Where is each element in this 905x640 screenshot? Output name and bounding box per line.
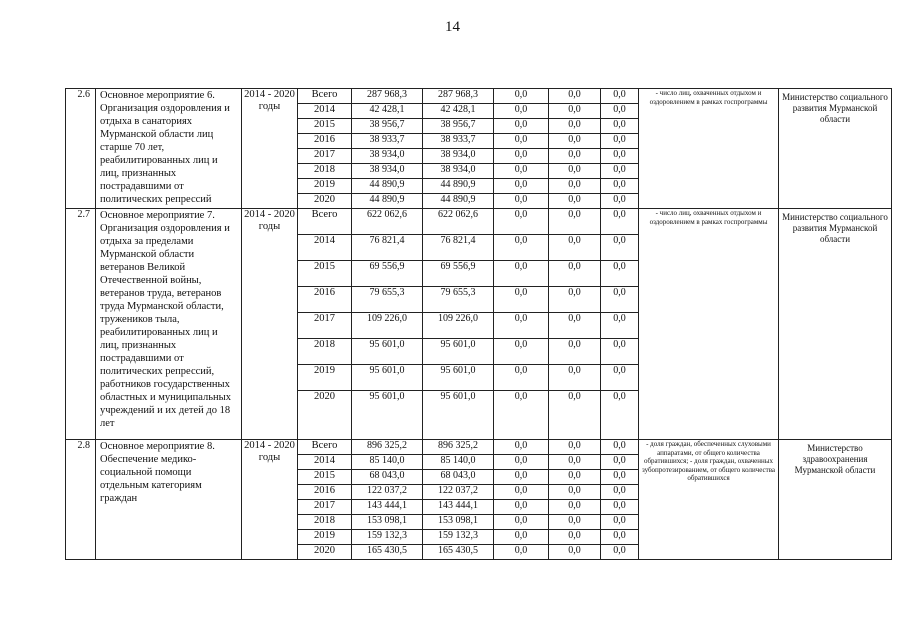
fund-cell: 0,0 bbox=[549, 134, 601, 149]
total-cell: 122 037,2 bbox=[352, 485, 423, 500]
table-row bbox=[66, 89, 892, 104]
regional-cell: 896 325,2 bbox=[423, 440, 494, 455]
total-cell: 159 132,3 bbox=[352, 530, 423, 545]
fund-cell: 0,0 bbox=[549, 365, 601, 391]
section-number: 2.6 bbox=[66, 89, 96, 209]
year-cell: 2017 bbox=[298, 149, 352, 164]
total-cell: 287 968,3 bbox=[352, 89, 423, 104]
fund-cell: 0,0 bbox=[549, 455, 601, 470]
total-cell: 165 430,5 bbox=[352, 545, 423, 560]
fund-cell: 0,0 bbox=[494, 235, 549, 261]
fund-cell: 0,0 bbox=[494, 194, 549, 209]
fund-cell: 0,0 bbox=[549, 179, 601, 194]
fund-cell: 0,0 bbox=[494, 287, 549, 313]
fund-cell: 0,0 bbox=[601, 313, 639, 339]
period: 2014 - 2020 годы bbox=[242, 89, 298, 209]
fund-cell: 0,0 bbox=[601, 149, 639, 164]
year-cell: 2019 bbox=[298, 365, 352, 391]
fund-cell: 0,0 bbox=[601, 164, 639, 179]
regional-cell: 68 043,0 bbox=[423, 470, 494, 485]
total-cell: 896 325,2 bbox=[352, 440, 423, 455]
fund-cell: 0,0 bbox=[601, 104, 639, 119]
regional-cell: 79 655,3 bbox=[423, 287, 494, 313]
indicator: - число лиц, охваченных отдыхом и оздоровлением в рамках госпрограммы bbox=[639, 209, 779, 440]
fund-cell: 0,0 bbox=[601, 194, 639, 209]
total-cell: 76 821,4 bbox=[352, 235, 423, 261]
fund-cell: 0,0 bbox=[549, 530, 601, 545]
year-cell: 2014 bbox=[298, 455, 352, 470]
fund-cell: 0,0 bbox=[549, 545, 601, 560]
year-cell: 2015 bbox=[298, 470, 352, 485]
fund-cell: 0,0 bbox=[494, 500, 549, 515]
fund-cell: 0,0 bbox=[601, 179, 639, 194]
fund-cell: 0,0 bbox=[549, 339, 601, 365]
fund-cell: 0,0 bbox=[494, 89, 549, 104]
year-cell: 2016 bbox=[298, 134, 352, 149]
year-cell: Всего bbox=[298, 440, 352, 455]
year-cell: 2020 bbox=[298, 391, 352, 440]
fund-cell: 0,0 bbox=[494, 164, 549, 179]
fund-cell: 0,0 bbox=[549, 313, 601, 339]
total-cell: 44 890,9 bbox=[352, 194, 423, 209]
fund-cell: 0,0 bbox=[549, 235, 601, 261]
regional-cell: 109 226,0 bbox=[423, 313, 494, 339]
section-number: 2.8 bbox=[66, 440, 96, 560]
regional-cell: 76 821,4 bbox=[423, 235, 494, 261]
year-cell: 2014 bbox=[298, 104, 352, 119]
indicator: - число лиц, охваченных отдыхом и оздоровлением в рамках госпрограммы bbox=[639, 89, 779, 209]
year-cell: 2015 bbox=[298, 119, 352, 134]
section-number: 2.7 bbox=[66, 209, 96, 440]
fund-cell: 0,0 bbox=[601, 530, 639, 545]
fund-cell: 0,0 bbox=[601, 235, 639, 261]
total-cell: 153 098,1 bbox=[352, 515, 423, 530]
fund-cell: 0,0 bbox=[601, 89, 639, 104]
indicator: - доля граждан, обеспеченных слуховыми аппаратами, от общего количества обратившихся; - доля граждан, охваченных зубопротезированием, от общего количества обратившихся bbox=[639, 440, 779, 560]
fund-cell: 0,0 bbox=[494, 149, 549, 164]
fund-cell: 0,0 bbox=[494, 440, 549, 455]
regional-cell: 165 430,5 bbox=[423, 545, 494, 560]
total-cell: 622 062,6 bbox=[352, 209, 423, 235]
regional-cell: 42 428,1 bbox=[423, 104, 494, 119]
fund-cell: 0,0 bbox=[494, 104, 549, 119]
regional-cell: 95 601,0 bbox=[423, 365, 494, 391]
fund-cell: 0,0 bbox=[494, 119, 549, 134]
fund-cell: 0,0 bbox=[549, 209, 601, 235]
fund-cell: 0,0 bbox=[549, 500, 601, 515]
fund-cell: 0,0 bbox=[601, 391, 639, 440]
fund-cell: 0,0 bbox=[601, 134, 639, 149]
fund-cell: 0,0 bbox=[494, 365, 549, 391]
total-cell: 109 226,0 bbox=[352, 313, 423, 339]
regional-cell: 38 934,0 bbox=[423, 149, 494, 164]
regional-cell: 622 062,6 bbox=[423, 209, 494, 235]
regional-cell: 44 890,9 bbox=[423, 179, 494, 194]
fund-cell: 0,0 bbox=[494, 470, 549, 485]
total-cell: 95 601,0 bbox=[352, 339, 423, 365]
fund-cell: 0,0 bbox=[549, 194, 601, 209]
year-cell: 2020 bbox=[298, 194, 352, 209]
regional-cell: 287 968,3 bbox=[423, 89, 494, 104]
total-cell: 38 933,7 bbox=[352, 134, 423, 149]
year-cell: 2020 bbox=[298, 545, 352, 560]
fund-cell: 0,0 bbox=[494, 261, 549, 287]
regional-cell: 44 890,9 bbox=[423, 194, 494, 209]
regional-cell: 38 933,7 bbox=[423, 134, 494, 149]
fund-cell: 0,0 bbox=[601, 455, 639, 470]
year-cell: 2017 bbox=[298, 500, 352, 515]
regional-cell: 95 601,0 bbox=[423, 391, 494, 440]
event-name: Основное мероприятие 8. Обеспечение медико-социальной помощи отдельным категориям граждан bbox=[96, 440, 242, 560]
regional-cell: 85 140,0 bbox=[423, 455, 494, 470]
regional-cell: 159 132,3 bbox=[423, 530, 494, 545]
fund-cell: 0,0 bbox=[549, 89, 601, 104]
fund-cell: 0,0 bbox=[494, 545, 549, 560]
total-cell: 38 934,0 bbox=[352, 164, 423, 179]
fund-cell: 0,0 bbox=[549, 440, 601, 455]
fund-cell: 0,0 bbox=[601, 440, 639, 455]
regional-cell: 95 601,0 bbox=[423, 339, 494, 365]
fund-cell: 0,0 bbox=[601, 261, 639, 287]
event-name: Основное мероприятие 6. Организация оздоровления и отдыха в санаториях Мурманской области лиц старше 70 лет, реабилитированных лиц и лиц, признанных пострадавшими от политических репрессий bbox=[96, 89, 242, 209]
fund-cell: 0,0 bbox=[601, 209, 639, 235]
fund-cell: 0,0 bbox=[494, 313, 549, 339]
year-cell: 2018 bbox=[298, 339, 352, 365]
year-cell: 2018 bbox=[298, 164, 352, 179]
period: 2014 - 2020 годы bbox=[242, 440, 298, 560]
responsible-executor: Министерство здравоохранения Мурманской области bbox=[779, 440, 892, 560]
total-cell: 143 444,1 bbox=[352, 500, 423, 515]
regional-cell: 122 037,2 bbox=[423, 485, 494, 500]
fund-cell: 0,0 bbox=[601, 470, 639, 485]
total-cell: 38 934,0 bbox=[352, 149, 423, 164]
fund-cell: 0,0 bbox=[601, 339, 639, 365]
fund-cell: 0,0 bbox=[601, 515, 639, 530]
fund-cell: 0,0 bbox=[601, 500, 639, 515]
total-cell: 79 655,3 bbox=[352, 287, 423, 313]
fund-cell: 0,0 bbox=[549, 261, 601, 287]
regional-cell: 143 444,1 bbox=[423, 500, 494, 515]
fund-cell: 0,0 bbox=[601, 365, 639, 391]
fund-cell: 0,0 bbox=[549, 104, 601, 119]
fund-cell: 0,0 bbox=[494, 515, 549, 530]
year-cell: 2019 bbox=[298, 530, 352, 545]
year-cell: 2014 bbox=[298, 235, 352, 261]
year-cell: 2015 bbox=[298, 261, 352, 287]
fund-cell: 0,0 bbox=[549, 485, 601, 500]
fund-cell: 0,0 bbox=[549, 164, 601, 179]
program-table bbox=[65, 88, 892, 560]
fund-cell: 0,0 bbox=[601, 485, 639, 500]
table-row bbox=[66, 440, 892, 455]
fund-cell: 0,0 bbox=[494, 530, 549, 545]
total-cell: 95 601,0 bbox=[352, 365, 423, 391]
fund-cell: 0,0 bbox=[549, 391, 601, 440]
fund-cell: 0,0 bbox=[601, 119, 639, 134]
total-cell: 68 043,0 bbox=[352, 470, 423, 485]
total-cell: 42 428,1 bbox=[352, 104, 423, 119]
responsible-executor: Министерство социального развития Мурманской области bbox=[779, 89, 892, 209]
fund-cell: 0,0 bbox=[549, 287, 601, 313]
table-row bbox=[66, 209, 892, 235]
fund-cell: 0,0 bbox=[549, 119, 601, 134]
regional-cell: 153 098,1 bbox=[423, 515, 494, 530]
regional-cell: 38 934,0 bbox=[423, 164, 494, 179]
year-cell: Всего bbox=[298, 89, 352, 104]
responsible-executor: Министерство социального развития Мурманской области bbox=[779, 209, 892, 440]
event-name: Основное мероприятие 7. Организация оздоровления и отдыха за пределами Мурманской области ветеранов Великой Отечественной войны, ветеранов труда, ветеранов труда Мурманской области, тружеников тыла, реабилитированных лиц и лиц, признанных пострадавшими от политических репрессий, работников государственных областных и муниципальных учреждений и их детей до 18 лет bbox=[96, 209, 242, 440]
year-cell: 2016 bbox=[298, 287, 352, 313]
fund-cell: 0,0 bbox=[494, 391, 549, 440]
year-cell: 2017 bbox=[298, 313, 352, 339]
total-cell: 85 140,0 bbox=[352, 455, 423, 470]
year-cell: 2016 bbox=[298, 485, 352, 500]
regional-cell: 69 556,9 bbox=[423, 261, 494, 287]
fund-cell: 0,0 bbox=[494, 485, 549, 500]
fund-cell: 0,0 bbox=[601, 287, 639, 313]
total-cell: 44 890,9 bbox=[352, 179, 423, 194]
fund-cell: 0,0 bbox=[494, 209, 549, 235]
fund-cell: 0,0 bbox=[601, 545, 639, 560]
year-cell: 2019 bbox=[298, 179, 352, 194]
fund-cell: 0,0 bbox=[549, 470, 601, 485]
fund-cell: 0,0 bbox=[549, 149, 601, 164]
fund-cell: 0,0 bbox=[494, 339, 549, 365]
year-cell: Всего bbox=[298, 209, 352, 235]
total-cell: 69 556,9 bbox=[352, 261, 423, 287]
total-cell: 95 601,0 bbox=[352, 391, 423, 440]
year-cell: 2018 bbox=[298, 515, 352, 530]
regional-cell: 38 956,7 bbox=[423, 119, 494, 134]
fund-cell: 0,0 bbox=[494, 134, 549, 149]
page-number: 14 bbox=[445, 19, 460, 35]
period: 2014 - 2020 годы bbox=[242, 209, 298, 440]
fund-cell: 0,0 bbox=[494, 179, 549, 194]
fund-cell: 0,0 bbox=[549, 515, 601, 530]
fund-cell: 0,0 bbox=[494, 455, 549, 470]
total-cell: 38 956,7 bbox=[352, 119, 423, 134]
